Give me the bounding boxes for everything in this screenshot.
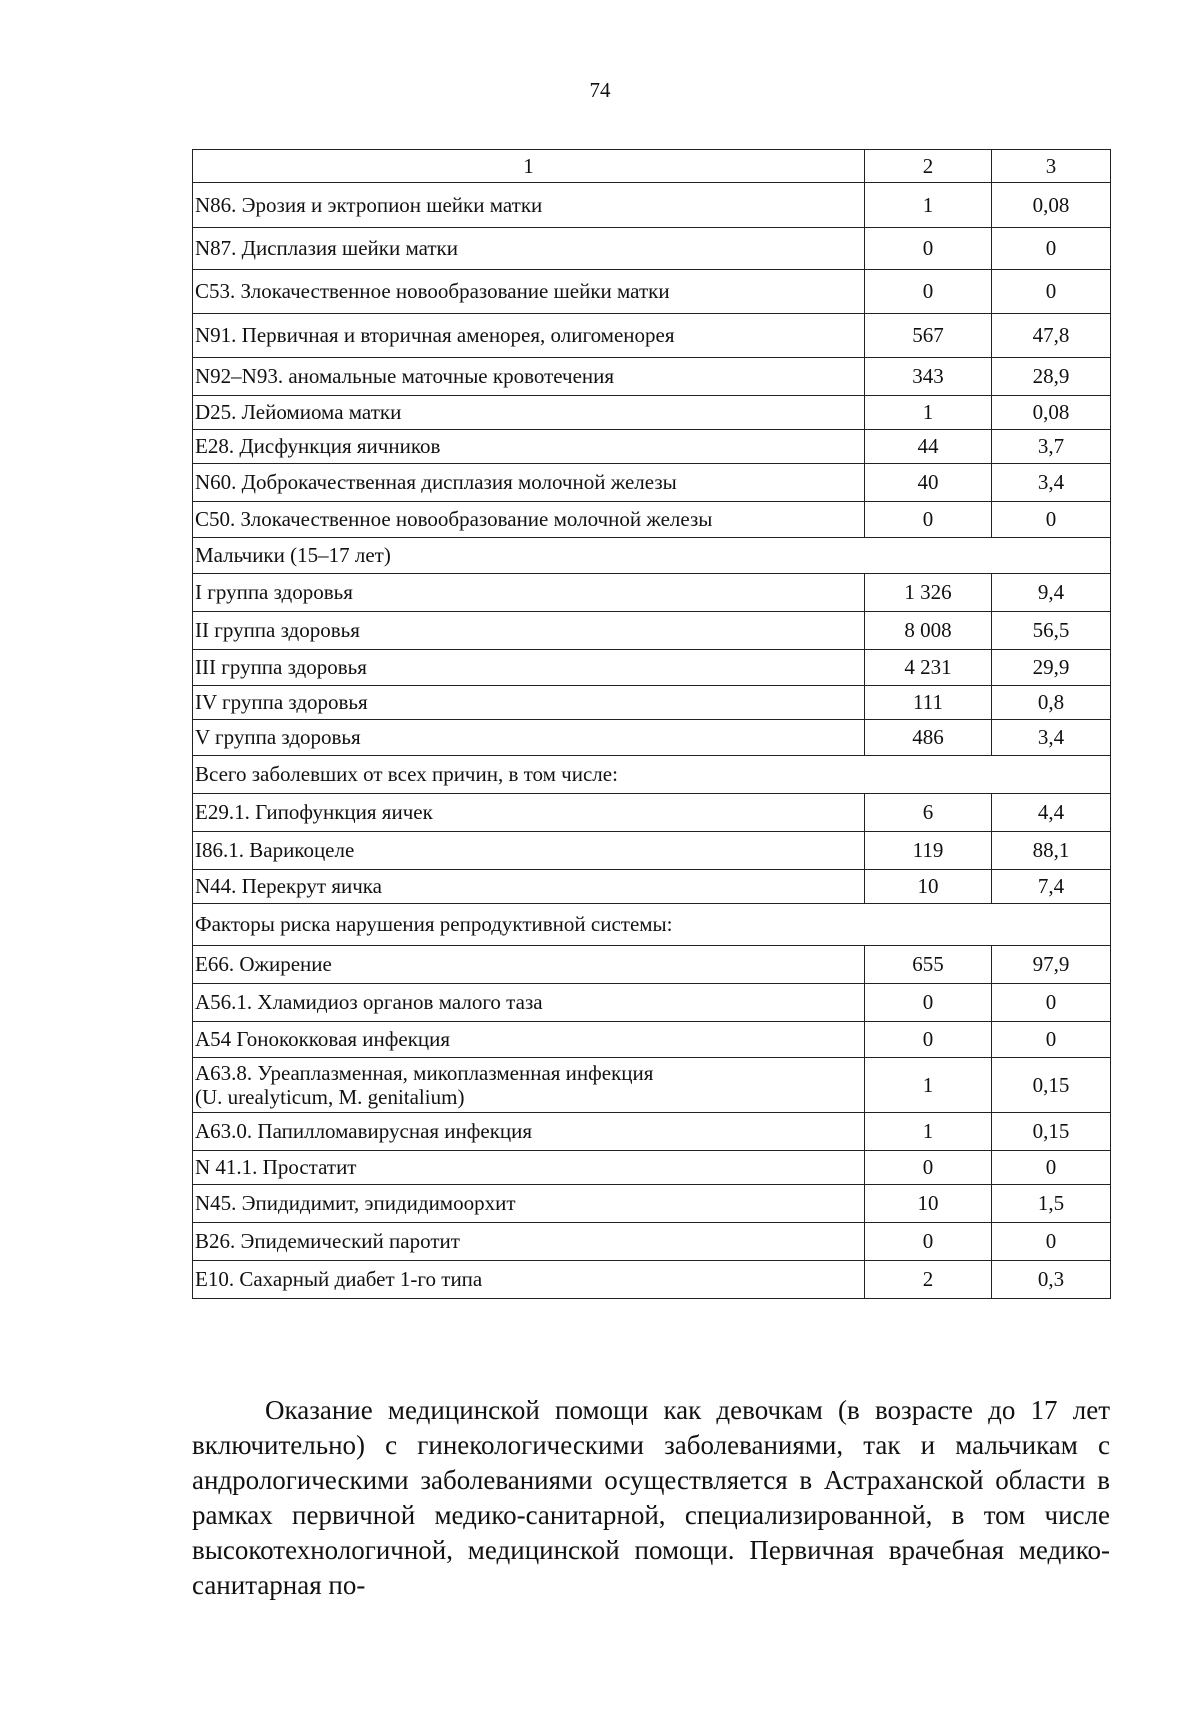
table-row — [193, 574, 1111, 612]
table-row — [193, 794, 1111, 832]
row-count: 6 — [865, 794, 992, 832]
row-count: 10 — [865, 1185, 992, 1223]
row-rate: 7,4 — [992, 870, 1111, 904]
row-label: E66. Ожирение — [193, 946, 865, 984]
row-count: 111 — [865, 686, 992, 720]
table-row — [193, 270, 1111, 314]
row-count: 1 — [865, 396, 992, 430]
row-rate: 0,15 — [992, 1113, 1111, 1151]
table-row — [193, 984, 1111, 1022]
row-label: E29.1. Гипофункция яичек — [193, 794, 865, 832]
table-section-row — [193, 756, 1111, 794]
row-rate: 0,15 — [992, 1058, 1111, 1113]
table-row — [193, 1261, 1111, 1299]
row-label: N60. Доброкачественная дисплазия молочной железы — [193, 464, 865, 502]
table-row — [193, 1113, 1111, 1151]
row-label: V группа здоровья — [193, 720, 865, 756]
page-number: 74 — [589, 78, 611, 102]
row-label: N92–N93. аномальные маточные кровотечения — [193, 358, 865, 396]
section-title: Факторы риска нарушения репродуктивной системы: — [193, 904, 1111, 946]
table-row — [193, 612, 1111, 650]
row-rate: 3,7 — [992, 430, 1111, 464]
row-rate: 4,4 — [992, 794, 1111, 832]
row-rate: 47,8 — [992, 314, 1111, 358]
table-row — [193, 464, 1111, 502]
row-count: 0 — [865, 1151, 992, 1185]
row-rate: 3,4 — [992, 720, 1111, 756]
row-count: 343 — [865, 358, 992, 396]
header-cell-2: 2 — [865, 150, 992, 183]
table-row — [193, 686, 1111, 720]
row-count: 0 — [865, 1022, 992, 1058]
row-count: 4 231 — [865, 650, 992, 686]
table-row — [193, 1223, 1111, 1261]
row-label — [193, 1058, 865, 1113]
section-title: Всего заболевших от всех причин, в том числе: — [193, 756, 1111, 794]
row-rate: 29,9 — [992, 650, 1111, 686]
table-row — [193, 358, 1111, 396]
row-label: II группа здоровья — [193, 612, 865, 650]
row-label: A56.1. Хламидиоз органов малого таза — [193, 984, 865, 1022]
row-rate: 88,1 — [992, 832, 1111, 870]
header-cell-1: 1 — [193, 150, 865, 183]
row-rate: 0,08 — [992, 396, 1111, 430]
header-cell-3: 3 — [992, 150, 1111, 183]
table-row — [193, 314, 1111, 358]
row-rate: 28,9 — [992, 358, 1111, 396]
table-row — [193, 183, 1111, 228]
row-count: 0 — [865, 502, 992, 538]
row-count: 1 — [865, 1113, 992, 1151]
row-label: B26. Эпидемический паротит — [193, 1223, 865, 1261]
row-rate: 0 — [992, 984, 1111, 1022]
row-label: N45. Эпидидимит, эпидидимоорхит — [193, 1185, 865, 1223]
row-count: 1 — [865, 183, 992, 228]
row-label: N 41.1. Простатит — [193, 1151, 865, 1185]
row-label: I86.1. Варикоцеле — [193, 832, 865, 870]
row-label-line-1: A63.8. Уреаплазменная, микоплазменная инфекция — [195, 1060, 654, 1085]
row-label: A63.0. Папилломавирусная инфекция — [193, 1113, 865, 1151]
row-label: С53. Злокачественное новообразование шейки матки — [193, 270, 865, 314]
table-row — [193, 1058, 1111, 1113]
row-label: N86. Эрозия и эктропион шейки матки — [193, 183, 865, 228]
row-count: 1 — [865, 1058, 992, 1113]
row-label: E28. Дисфункция яичников — [193, 430, 865, 464]
row-rate: 3,4 — [992, 464, 1111, 502]
row-rate: 97,9 — [992, 946, 1111, 984]
section-title: Мальчики (15–17 лет) — [193, 538, 1111, 574]
row-rate: 0,08 — [992, 183, 1111, 228]
table-row — [193, 1151, 1111, 1185]
table-header-row — [193, 150, 1111, 183]
row-rate: 9,4 — [992, 574, 1111, 612]
row-label: С50. Злокачественное новообразование молочной железы — [193, 502, 865, 538]
table-section-row — [193, 538, 1111, 574]
table-row — [193, 396, 1111, 430]
row-rate: 0,8 — [992, 686, 1111, 720]
row-label: I группа здоровья — [193, 574, 865, 612]
row-count: 119 — [865, 832, 992, 870]
row-label: N91. Первичная и вторичная аменорея, олигоменорея — [193, 314, 865, 358]
table-section-row — [193, 904, 1111, 946]
row-rate: 0 — [992, 1151, 1111, 1185]
table-row — [193, 720, 1111, 756]
row-count: 2 — [865, 1261, 992, 1299]
table-row — [193, 870, 1111, 904]
body-paragraph: Оказание медицинской помощи как девочкам (в возрасте до 17 лет включительно) с гинекологическими заболеваниями, так и мальчикам с андрологическими заболеваниями осуществляется в Астраханской области в рамках первичной медико-санитарной, специализированной, в том числе высокотехнологичной, медицинской помощи. Первичная врачебная медико-санитарная по- — [192, 1395, 1110, 1600]
row-rate: 56,5 — [992, 612, 1111, 650]
row-label-line-2: (U. urealyticum, M. genitalium) — [195, 1085, 465, 1109]
row-count: 0 — [865, 984, 992, 1022]
row-label: N87. Дисплазия шейки матки — [193, 228, 865, 270]
table-row — [193, 832, 1111, 870]
row-rate: 0,3 — [992, 1261, 1111, 1299]
row-rate: 0 — [992, 1223, 1111, 1261]
table-row — [193, 1185, 1111, 1223]
row-label: D25. Лейомиома матки — [193, 396, 865, 430]
table-row — [193, 946, 1111, 984]
row-count: 1 326 — [865, 574, 992, 612]
row-label: N44. Перекрут яичка — [193, 870, 865, 904]
row-rate: 0 — [992, 228, 1111, 270]
row-label: IV группа здоровья — [193, 686, 865, 720]
row-rate: 0 — [992, 502, 1111, 538]
row-count: 0 — [865, 270, 992, 314]
row-count: 655 — [865, 946, 992, 984]
table-row — [193, 650, 1111, 686]
row-label: E10. Сахарный диабет 1-го типа — [193, 1261, 865, 1299]
row-count: 567 — [865, 314, 992, 358]
table-row — [193, 502, 1111, 538]
statistics-table — [192, 149, 1111, 1299]
row-label: A54 Гонококковая инфекция — [193, 1022, 865, 1058]
row-count: 0 — [865, 228, 992, 270]
row-count: 486 — [865, 720, 992, 756]
row-count: 8 008 — [865, 612, 992, 650]
row-rate: 1,5 — [992, 1185, 1111, 1223]
row-count: 10 — [865, 870, 992, 904]
table-row — [193, 228, 1111, 270]
table-row — [193, 430, 1111, 464]
row-count: 44 — [865, 430, 992, 464]
table-row — [193, 1022, 1111, 1058]
row-rate: 0 — [992, 270, 1111, 314]
row-count: 40 — [865, 464, 992, 502]
row-rate: 0 — [992, 1022, 1111, 1058]
row-label: III группа здоровья — [193, 650, 865, 686]
row-count: 0 — [865, 1223, 992, 1261]
